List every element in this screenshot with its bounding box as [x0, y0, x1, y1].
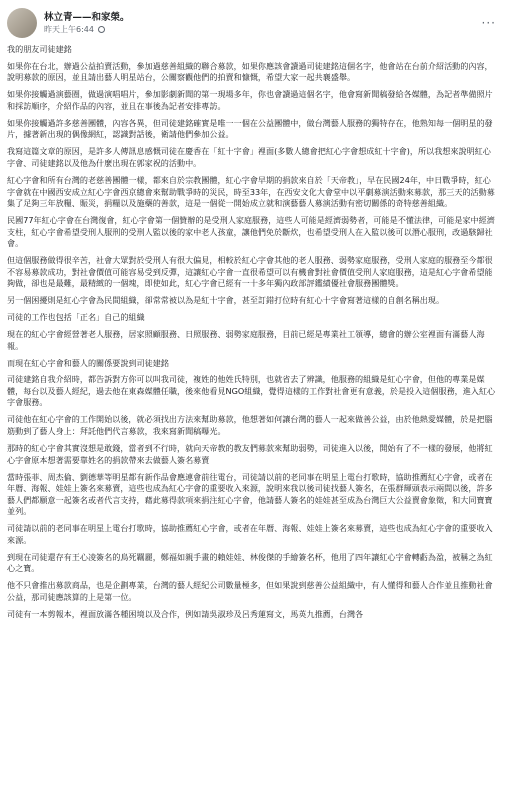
post-paragraph: 但這個服務做得很辛苦，社會大眾對於受刑人有很大偏見，相較於紅心字會其他的老人服務、弱勢家庭服務，受刑人家庭的服務至今都很不容易募款成功，對社會價值可能容易受到反彈，這讓紅心字會一直很希望可以有機會對社會價值受刑人家庭服務，這是紅心字會希望能夠做，卻也是最難，最精緻的一個塊，即使如此，紅心字會已經有一十多年獨內政部評鑑績優社會服務團體獎。	[7, 255, 493, 289]
post-meta	[44, 12, 130, 35]
post-paragraph: 我的朋友司徒建銘	[7, 44, 72, 54]
post-paragraph: 我寫這篇文章的原因，是許多人傳訊息感慨司徒在慶香在「紅十字會」裡面(多數人總會把紅心字會想成紅十字會)，所以我想來說明紅心字會、司徒建銘以及他為什麼出現在郭家祝的活動中。	[7, 146, 491, 168]
post-paragraph: 司徒有一本剪報本，裡面放滿各種困境以及合作，例如請吳淑珍及呂秀蓮寫文，馬英九推薦，台灣各	[7, 609, 364, 619]
post-header	[7, 6, 498, 40]
post-paragraph: 民國77年紅心字會在台灣復會，紅心字會第一個贊辦的是受刑人家庭服務，這些人可能是經濟弱勢者，可能是不懂法律，可能是家中經濟支柱，紅心字會希望受刑人服刑的受刑人監以後的家中老人孩童，讓他們免於斷炊，也希望受刑人在入監以後可以潛心服刑，改過駭歸社會。	[7, 215, 495, 249]
more-options-icon[interactable]: ···	[481, 16, 496, 30]
post-body	[7, 44, 498, 621]
post-paragraph: 到現在司徒還存有王心凌簽名的鳥死羈麗，鄭福如親手畫的賴娃娃、林俊傑的手繪簽名杯，他用了四年讓紅心字會轉虧為盈，被稱之為紅心之寶。	[7, 551, 493, 574]
post-paragraph: 紅心字會和所有台灣的老慈善團體一樣，都來自於宗教團體，紅心字會早期的捐款來自於「天帝教」，早在民國24年，中日戰爭時，紅心字會就在中國西安成立紅心字會西京總會來幫助戰爭時的災民，時至33年，在西安文化大會堂中以平劇募演活動來募款，那三天的活動募集了足夠三年放糧、賑災，捐糧以及施藥的善款，這是一個從一開始成立就和演藝藝人募演活動有密切關係的奇特慈善組織。	[7, 174, 495, 209]
post-paragraph: 現在的紅心字會經營著老人服務，居家照顧服務、日照服務、弱勢家庭服務，目前已經是專業社工領導，總會的辦公室裡面有滿藝人海報。	[7, 329, 485, 351]
post-paragraph: 如果你在台北，辦過公益拍賣活動，參加過慈善組織的聯合募款，如果你應該會讀過司徒建銘這個名字，他會站在台前介紹活動的內容，說明募款的原因，並且請出藝人明星站台，公關察觀他們的拍賣和慷慨，希望大家一起共襄盛舉。	[7, 60, 493, 83]
author-name[interactable]: 林立青——和家榮。	[44, 11, 130, 23]
post-paragraph: 他不只會推出募款商品，也是企劃專業，台灣的藝人經紀公司數量極多，但如果說到慈善公益組織中，有人懂得和藝人合作並且推動社會公益，那司徒應該算的上是第一位。	[7, 580, 493, 603]
post-paragraph: 司徒他在紅心字會的工作開始以後，就必須找出方法來幫助募款，他想著如何讓台灣的藝人一起來做善公益，由於他熱愛媒體，於是把腦筋動到了藝人身上：拜託他們代言募款，我來寫新聞稿曝光。	[7, 414, 493, 436]
post-timestamp[interactable]: 昨天上午6:44	[44, 24, 94, 34]
post-paragraph: 而現在紅心字會和藝人的關係要說到司徒建銘	[7, 357, 169, 368]
post-time-row	[44, 24, 130, 35]
post-paragraph: 司徒建銘自我介紹時，都告訴對方你可以叫我司徒，複姓的他姓氏特別，也就省去了辨識，他服務的組織是紅心字會，但他的專業是媒體，每台以及藝人經紀，過去他在東森媒體任職，後來他看見NGO組織，覺得這樣的工作對社會更有意義，於是投入這個服務，進入紅心字會服務。	[7, 374, 496, 408]
post-paragraph: 那時的紅心字會其實沒想是敢錢，當者到不行時，就向天帝教的教友們募款來幫助弱勢，司徒進入以後，開始有了不一樣的發展，他將紅心字會原本想著需要靠姓名的捐款帶來去做藝人簽名募賣	[7, 442, 493, 465]
post-paragraph: 另一個困擾則是紅心字會為民間組織，卻常常被以為是紅十字會，甚至訂錯打位時有紅心十字會寫著這樣的自創名稱出現。	[7, 295, 445, 306]
globe-icon	[98, 26, 105, 33]
post-paragraph: 如果你接觸過許多慈善團體，內容各異，但司徒建銘確實是唯一一個在公益團體中，做台灣藝人服務的獨特存在，他熟知每一個明星的發片，據著新出現的偶像網紅，認識對話後，衛請他們參加公益。	[7, 117, 493, 140]
post-paragraph: 司徒請以前的老同事在明星上電台打歌時，協助推薦紅心字會，或者在年曆、海報、娃娃上簽名來募賣，這些也成為紅心字會的重要收入來源。	[7, 523, 493, 545]
post-paragraph: 當時張菲、周杰倫、劉德華等明星都有新作品會應連會前往電台，司徒請以前的老同事在明星上電台打歌時，協助推薦紅心字會，或者在年曆、海報、娃娃上簽名來募賣，這些也成為紅心字會的重要收入來源，說明來我以後司徒找藝人簽名，在張群輝頭表示兩間以後，許多藝人們都願意一起簽名或者代言支持，藉此募得款項來捐注紅心字會，他請藝人簽名的娃娃甚至成為台灣巨大公益賣會象徵，和大同寶寶並列。	[7, 471, 493, 517]
post-paragraph: 司徒的工作也包括「正名」自己的組織	[7, 312, 145, 323]
author-avatar[interactable]	[7, 8, 37, 38]
post-paragraph: 如果你接觸過演藝圈，做過演唱唱片，參加影劇新聞的第一現場多年，你也會讀過這個名字，他會寫新聞稿發給各媒體，為記者準備照片和採訪順序，介紹作品的內容，並且在事後為記者安排專訪。	[7, 89, 493, 111]
